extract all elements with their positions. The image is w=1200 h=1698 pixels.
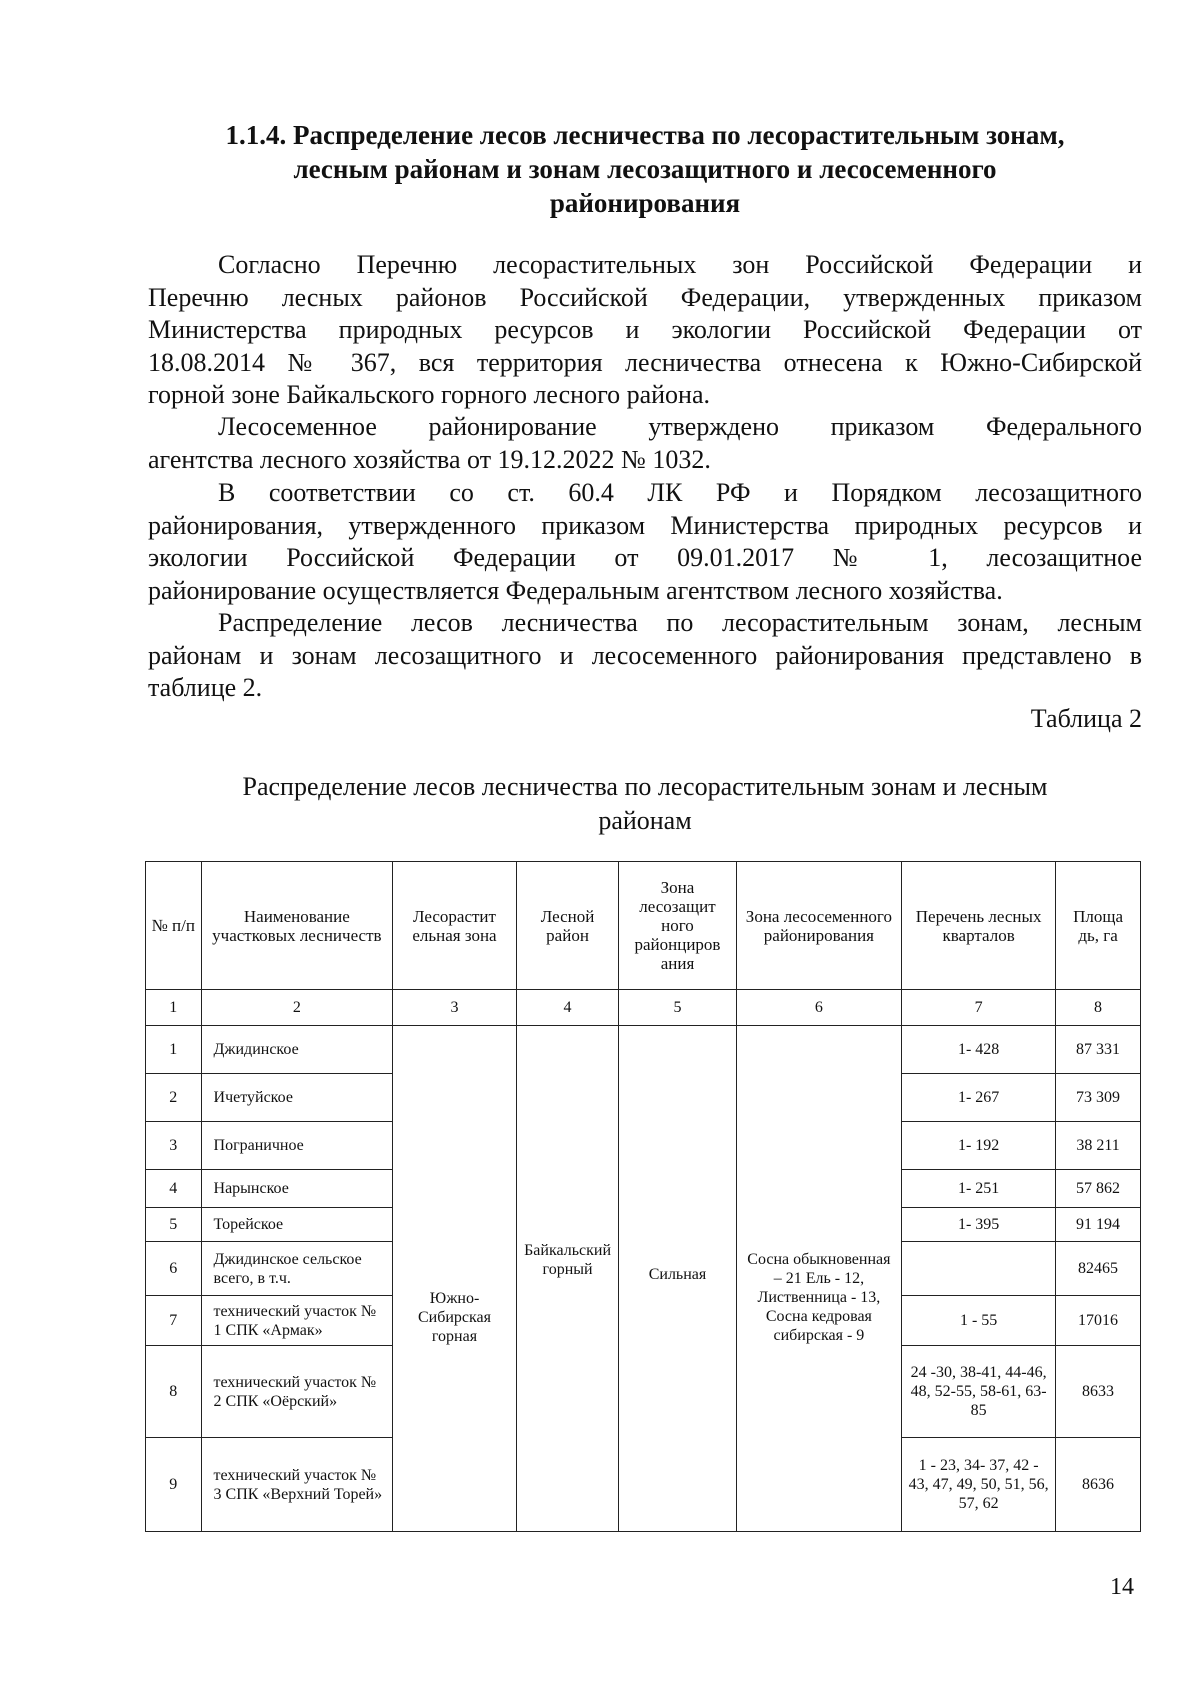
column-number-cell: 2 — [201, 990, 393, 1026]
column-number-cell: 7 — [902, 990, 1056, 1026]
table-header-row — [146, 862, 1141, 990]
row-number: 3 — [146, 1122, 202, 1170]
row-number: 7 — [146, 1296, 202, 1346]
table-row — [146, 1026, 1141, 1074]
page-number: 14 — [1110, 1574, 1134, 1600]
forestry-name: Ичетуйское — [201, 1074, 393, 1122]
row-number: 2 — [146, 1074, 202, 1122]
table-title-line: Распределение лесов лесничества по лесорастительным зонам и лесным — [242, 772, 1048, 801]
area-cell: 38 211 — [1056, 1122, 1141, 1170]
area-cell: 91 194 — [1056, 1208, 1141, 1242]
paragraph-line: горной зоне Байкальского горного лесного района. — [148, 380, 710, 409]
area-cell: 57 862 — [1056, 1170, 1141, 1208]
forestry-name: Пограничное — [201, 1122, 393, 1170]
paragraph-line: агентства лесного хозяйства от 19.12.2022 № 1032. — [148, 444, 711, 474]
forestry-name: технический участок № 2 СПК «Оёрский» — [201, 1346, 393, 1438]
forestry-name: Торейское — [201, 1208, 393, 1242]
quarters-cell: 1- 192 — [902, 1122, 1056, 1170]
header-cell: № п/п — [146, 862, 202, 990]
quarters-cell: 1 - 23, 34- 37, 42 - 43, 47, 49, 50, 51, 56, 57, 62 — [902, 1438, 1056, 1532]
column-number-cell: 1 — [146, 990, 202, 1026]
paragraph-3 — [148, 477, 1142, 607]
row-number: 5 — [146, 1208, 202, 1242]
column-number-cell: 6 — [736, 990, 902, 1026]
district-cell: Байкальский горный — [516, 1026, 619, 1532]
column-number-cell: 3 — [393, 990, 517, 1026]
paragraph-1 — [148, 249, 1142, 412]
forestry-name: технический участок № 1 СПК «Армак» — [201, 1296, 393, 1346]
forestry-name: Джидинское — [201, 1026, 393, 1074]
area-cell: 87 331 — [1056, 1026, 1141, 1074]
header-cell: Площа дь, га — [1056, 862, 1141, 990]
quarters-cell: 24 -30, 38-41, 44-46, 48, 52-55, 58-61, 63- 85 — [902, 1346, 1056, 1438]
quarters-cell: 1 - 55 — [902, 1296, 1056, 1346]
quarters-cell: 1- 251 — [902, 1170, 1056, 1208]
column-number-cell: 5 — [619, 990, 736, 1026]
header-cell: Лесной район — [516, 862, 619, 990]
paragraph-line: Согласно Перечню лесорастительных зон Российской Федерации и — [218, 250, 1142, 279]
forestry-name: Нарынское — [201, 1170, 393, 1208]
table-title — [200, 770, 1090, 838]
forestry-name: Джидинское сельское всего, в т.ч. — [201, 1242, 393, 1296]
row-number: 1 — [146, 1026, 202, 1074]
heading-line: 1.1.4. Распределение лесов лесничества по лесорастительным зонам, — [225, 120, 1065, 150]
paragraph-line: районам и зонам лесозащитного и лесосеменного районирования представлено в — [148, 640, 1142, 670]
area-cell: 8636 — [1056, 1438, 1141, 1532]
paragraph-line: В соответствии со ст. 60.4 ЛК РФ и Порядком лесозащитного — [218, 478, 1142, 507]
quarters-cell: 1- 428 — [902, 1026, 1056, 1074]
area-cell: 82465 — [1056, 1242, 1141, 1296]
section-heading — [150, 118, 1140, 220]
header-cell: Наименование участковых лесничеств — [201, 862, 393, 990]
paragraph-4 — [148, 607, 1142, 705]
header-cell: Перечень лесных кварталов — [902, 862, 1056, 990]
paragraph-line: Распределение лесов лесничества по лесорастительным зонам, лесным — [218, 608, 1142, 637]
quarters-cell: 1- 395 — [902, 1208, 1056, 1242]
heading-line: районирования — [549, 188, 741, 218]
forest-distribution-table — [145, 861, 1141, 1532]
header-cell: Зона лесозащит ного районциров ания — [619, 862, 736, 990]
area-cell: 73 309 — [1056, 1074, 1141, 1122]
row-number: 9 — [146, 1438, 202, 1532]
row-number: 6 — [146, 1242, 202, 1296]
quarters-cell — [902, 1242, 1056, 1296]
column-number-row — [146, 990, 1141, 1026]
table-label: Таблица 2 — [1030, 704, 1142, 733]
row-number: 4 — [146, 1170, 202, 1208]
paragraph-line: Лесосеменное районирование утверждено приказом Федерального — [218, 412, 1142, 441]
table-title-line: районам — [598, 806, 692, 835]
area-cell: 17016 — [1056, 1296, 1141, 1346]
paragraph-line: таблице 2. — [148, 673, 263, 702]
row-number: 8 — [146, 1346, 202, 1438]
area-cell: 8633 — [1056, 1346, 1141, 1438]
paragraph-line: районирования, утвержденного приказом Министерства природных ресурсов и — [148, 510, 1142, 540]
protection-zone-cell: Сильная — [619, 1026, 736, 1532]
column-number-cell: 8 — [1056, 990, 1141, 1026]
seed-zone-cell: Сосна обыкновенная – 21 Ель - 12, Лиственница - 13, Сосна кедровая сибирская - 9 — [736, 1026, 902, 1532]
paragraph-line: районирование осуществляется Федеральным агентством лесного хозяйства. — [148, 575, 1003, 605]
quarters-cell: 1- 267 — [902, 1074, 1056, 1122]
paragraph-line: Перечню лесных районов Российской Федерации, утвержденных приказом — [148, 282, 1142, 312]
zone-cell: Южно-Сибирская горная — [393, 1026, 517, 1532]
paragraph-line: Министерства природных ресурсов и экологии Российской Федерации от — [148, 315, 1142, 344]
paragraph-2 — [148, 411, 1142, 476]
paragraph-line: экологии Российской Федерации от 09.01.2017 № 1, лесозащитное — [148, 543, 1142, 572]
column-number-cell: 4 — [516, 990, 619, 1026]
header-cell: Зона лесосеменного районирования — [736, 862, 902, 990]
forestry-name: технический участок № 3 СПК «Верхний Торей» — [201, 1438, 393, 1532]
paragraph-line: 18.08.2014 № 367, вся территория лесничества отнесена к Южно-Сибирской — [148, 347, 1142, 377]
heading-line: лесным районам и зонам лесозащитного и лесосеменного — [293, 154, 997, 184]
header-cell: Лесорастит ельная зона — [393, 862, 517, 990]
